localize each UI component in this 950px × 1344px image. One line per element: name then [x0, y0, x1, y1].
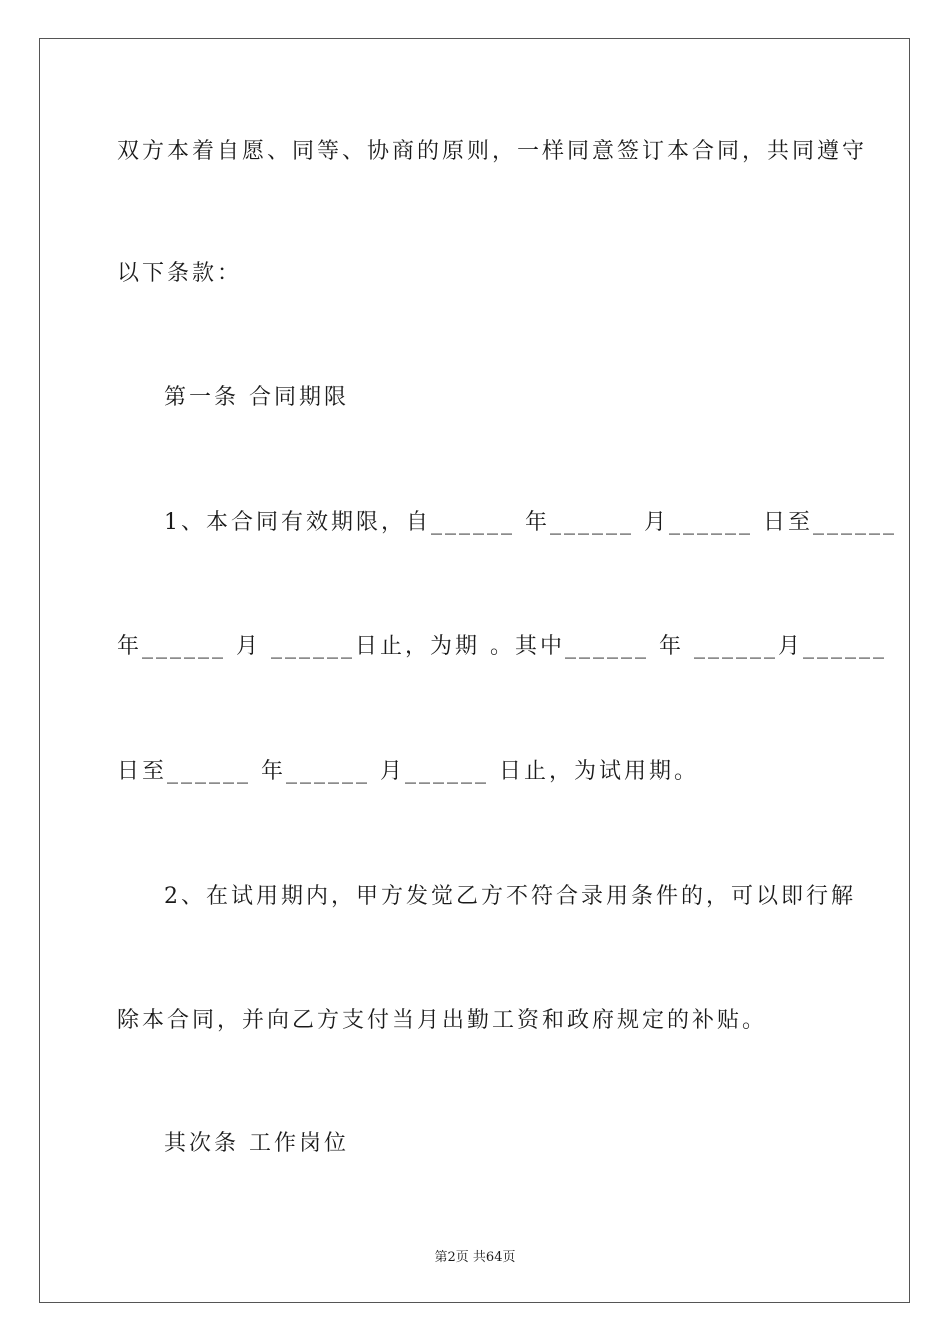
article-heading-1: 第一条 合同期限	[164, 385, 349, 410]
page-border	[39, 38, 910, 1303]
article-heading-2: 其次条 工作岗位	[164, 1131, 349, 1156]
clause-1-line-1: 1、本合同有效期限，自______ 年______ 月______ 日至______	[164, 510, 897, 535]
paragraph-line-1: 双方本着自愿、同等、协商的原则，一样同意签订本合同，共同遵守	[117, 139, 868, 164]
clause-2-line-2: 除本合同，并向乙方支付当月出勤工资和政府规定的补贴。	[117, 1008, 768, 1033]
page-number-footer: 第2页 共64页	[434, 1250, 516, 1265]
clause-2-line-1: 2、在试用期内，甲方发觉乙方不符合录用条件的，可以即行解	[164, 884, 856, 909]
clause-1-line-2: 年______ 月 ______日止，为期 。其中______ 年 ______月______	[117, 634, 887, 659]
clause-1-line-3: 日至______ 年______ 月______ 日止，为试用期。	[117, 759, 699, 784]
paragraph-line-2: 以下条款：	[117, 261, 243, 286]
